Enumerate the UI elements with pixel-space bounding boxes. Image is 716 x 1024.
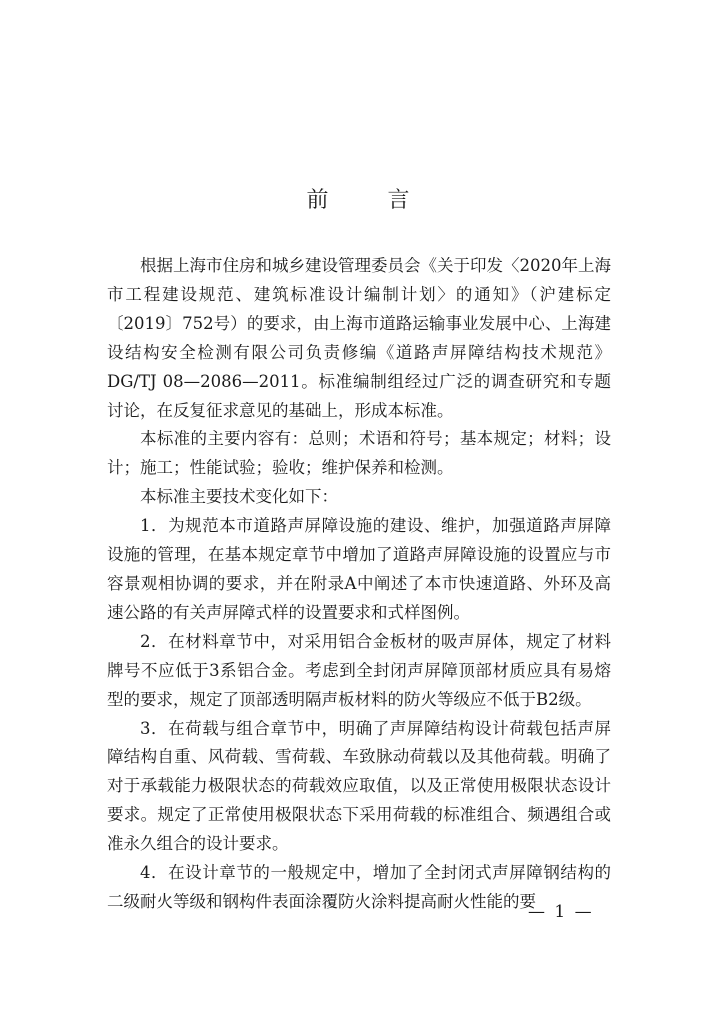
document-body — [107, 252, 611, 917]
page-number: — 1 — — [528, 902, 594, 922]
paragraph: 根据上海市住房和城乡建设管理委员会《关于印发〈2020年上海市工程建设规范、建筑标准设计编制计划〉的通知》（沪建标定〔2019〕752号）的要求，由上海市道路运输事业发展中心、上海建设结构安全检测有限公司负责修编《道路声屏障结构技术规范》DG/TJ 08—2086—2011。标准编制组经过广泛的调查研究和专题讨论，在反复征求意见的基础上，形成本标准。 — [107, 256, 611, 420]
paragraph: 1．为规范本市道路声屏障设施的建设、维护，加强道路声屏障设施的管理，在基本规定章节中增加了道路声屏障设施的设置应与市容景观相协调的要求，并在附录A中阐述了本市快速道路、外环及高速公路的有关声屏障式样的设置要求和式样图例。 — [107, 516, 611, 622]
paragraph: 3．在荷载与组合章节中，明确了声屏障结构设计荷载包括声屏障结构自重、风荷载、雪荷载、车致脉动荷载以及其他荷载。明确了对于承载能力极限状态的荷载效应取值，以及正常使用极限状态设计要求。规定了正常使用极限状态下采用荷载的标准组合、频遇组合或准永久组合的设计要求。 — [107, 718, 611, 854]
paragraph: 本标准主要技术变化如下： — [140, 487, 338, 507]
paragraph: 2．在材料章节中，对采用铝合金板材的吸声屏体，规定了材料牌号不应低于3系铝合金。考虑到全封闭声屏障顶部材质应具有易熔型的要求，规定了顶部透明隔声板材料的防火等级应不低于B2级。 — [107, 631, 611, 709]
paragraph: 本标准的主要内容有：总则；术语和符号；基本规定；材料；设计；施工；性能试验；验收；维护保养和检测。 — [107, 429, 611, 478]
paragraph: 4．在设计章节的一般规定中，增加了全封闭式声屏障钢结构的二级耐火等级和钢构件表面涂覆防火涂料提高耐火性能的要 — [107, 863, 611, 911]
page-title: 前 言 — [306, 187, 436, 213]
